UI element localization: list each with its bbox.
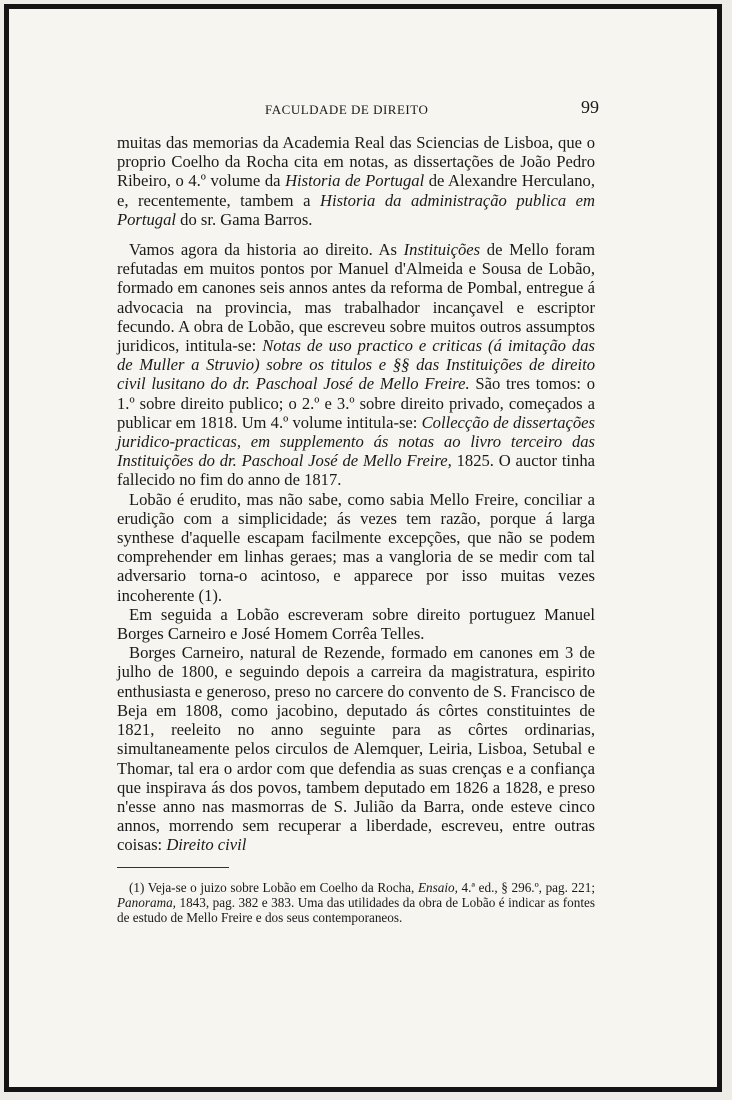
italic-title: Historia da administração publica em Portugal — [117, 190, 595, 229]
text-run: São tres tomos: o 1.º sobre direito publico; o 2.º e 3.º sobre direito privado, começados a publicar em 1818. Um 4.º volume intitula-se: — [117, 374, 595, 432]
paragraph-1 — [117, 133, 595, 229]
text-run: Borges Carneiro, natural de Rezende, formado em canones em 3 de julho de 1800, e seguindo depois a carreira da magistratura, espirito enthusiasta e generoso, preso no carcere do convento de S. Francisco de Beja em 1808, como jacobino, deputado ás côrtes constituintes de 1821, reeleito no anno seguinte para as côrtes ordinarias, simultaneamente pelos circulos de Alemquer, Leiria, Lisboa, Setubal e Thomar, tal era o ardor com que defendia as suas crenças e a confiança que inspirava ás dos povos, tambem deputado em 1826 a 1828, e preso n'esse anno nas masmorras de S. Julião da Barra, onde esteve cinco annos, morrendo sem recuperar a liberdade, escreveu, entre outras coisas: — [117, 643, 595, 855]
running-title: FACULDADE DE DIREITO — [265, 102, 429, 117]
italic-title: Collecção de dissertações juridico-practicas, em supplemento ás notas ao livro terceiro das Instituições do dr. Paschoal José de Mello Freire, — [117, 412, 595, 471]
italic-title: Direito civil — [166, 835, 247, 855]
footnote — [117, 880, 595, 926]
text-run: 1843, pag. 382 e 383. Uma das utilidades da obra de Lobão é indicar as fontes de estudo de Mello Freire e dos seus contemporaneos. — [117, 894, 595, 925]
italic-title: Panorama, — [117, 894, 176, 910]
text-run: de Alexandre Herculano, e, recentemente, tambem a — [117, 171, 595, 210]
text-run: (1) Veja-se o juizo sobre Lobão em Coelho da Rocha, — [129, 879, 418, 895]
text-run: muitas das memorias da Academia Real das Sciencias de Lisboa, que o proprio Coelho da Rocha cita em notas, as dissertações de João Pedro Ribeiro, o 4.º volume da — [117, 133, 595, 191]
italic-title: Historia de Portugal — [285, 171, 425, 191]
body-text — [117, 133, 595, 855]
italic-title: Ensaio, — [417, 879, 458, 895]
text-run: 4.ª ed., § 296.º, pag. 221; — [457, 879, 595, 895]
footnote-rule — [117, 867, 229, 868]
paragraph-3: Lobão é erudito, mas não sabe, como sabia Mello Freire, conciliar a erudição com a simplicidade; ás vezes tem razão, porque á larga synthese d'aquelle escapam facilmente excepções, que não se podem comprehender em linhas geraes; mas a vangloria de se medir com tal adversario torna-o acintoso, e apparece por isso muitas vezes incoherente (1). — [117, 489, 595, 605]
text-run: de Mello foram refutadas em muitos pontos por Manuel d'Almeida e Sousa de Lobão, formado em canones seis annos antes da reforma de Pombal, entregue á advocacia na provincia, mas trabalhador incançavel e escriptor fecundo. A obra de Lobão, que escreveu sobre muitos outros assumptos juridicos, intitula-se: — [117, 240, 595, 356]
footnote-1 — [117, 880, 595, 926]
book-page — [117, 97, 599, 925]
running-head — [117, 97, 599, 123]
page-number: 99 — [581, 97, 599, 117]
italic-title: Instituições — [403, 240, 481, 260]
paragraph-4: Em seguida a Lobão escreveram sobre direito portuguez Manuel Borges Carneiro e José Homem Corrêa Telles. — [117, 604, 595, 644]
paragraph-5 — [117, 643, 595, 854]
text-run: do sr. Gama Barros. — [176, 209, 313, 229]
text-run: Vamos agora da historia ao direito. As — [129, 240, 404, 260]
italic-title: Notas de uso practico e criticas (á imitação das de Muller a Struvio) sobre os titulos e §§ das Instituições de direito civil lusitano do dr. Paschoal José de Mello Freire. — [117, 336, 595, 394]
text-run: 1825. O auctor tinha fallecido no fim do anno de 1817. — [117, 451, 595, 490]
paragraph-2 — [117, 240, 595, 490]
page-frame — [4, 4, 722, 1092]
